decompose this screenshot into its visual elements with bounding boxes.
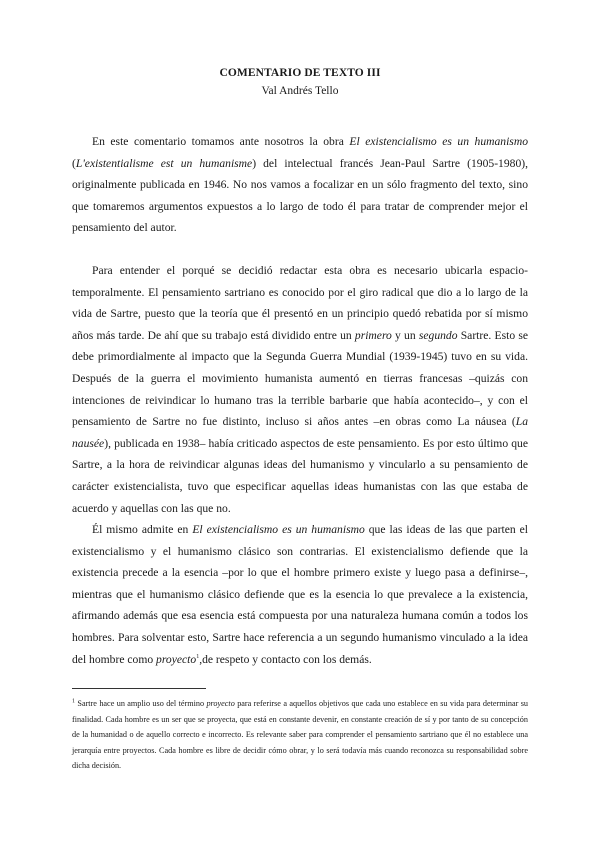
author-name: Val Andrés Tello	[261, 85, 339, 97]
term-primero: primero	[354, 328, 392, 342]
term-proyecto: proyecto	[156, 652, 197, 666]
paragraph-2: Para entender el porqué se decidió redactar esta obra es necesario ubicarla espacio-temporalmente. El pensamiento sartriano es conocido por el giro radical que dio a lo largo de la vida de Sartre, puesto que la teoría que él presentó en un principio quedó rebatida por sí mismo años más tarde. De ahí que su trabajo está dividido entre un primero y un segundo Sartre. Esto se debe primordialmente al impacto que la Segunda Guerra Mundial (1939-1945) tuvo en su vida. Después de la guerra el movimiento humanista aumentó en tierras francesas –quizás con intenciones de reivindicar lo humano tras la terrible barbarie que había acontecido–, y con el pensamiento de Sartre no fue distinto, incluso si años antes –en obras como La náusea (La nausée), publicada en 1938– había criticado aspectos de este pensamiento. Es por esto último que Sartre, a la hora de reivindicar algunas ideas del humanismo y vincularlo a su pensamiento de carácter existencialista, tuvo que especificar aquellas ideas humanistas con las que estaba de acuerdo y aquellas con las que no.	[72, 263, 528, 515]
paragraph-1: En este comentario tomamos ante nosotros la obra El existencialismo es un humanismo (L'existentialisme est un humanisme) del intelectual francés Jean-Paul Sartre (1905-1980), originalmente publicada en 1946. No nos vamos a focalizar en un sólo fragmento del texto, sino que tomaremos argumentos expuestos a lo largo de todo él para tratar de comprender mejor el pensamiento del autor.	[72, 135, 529, 235]
paragraph-3: Él mismo admite en El existencialismo es un humanismo que las ideas de las que parten el existencialismo y el humanismo clásico son contrarias. El existencialismo defiende que la existencia precede a la esencia –por lo que el hombre primero existe y luego pasa a definirse–, mientras que el humanismo clásico defiende que es la esencia lo que prevalece a la existencia, afirmando además que esa esencia está compuesta por una naturaleza humana común a todos los hombres. Para solventar esto, Sartre hace referencia a un segundo humanismo vinculado a la idea del hombre como proyecto$^1$,de respeto y contacto con los demás.	[72, 523, 528, 666]
work-title-nausee: La nausée	[72, 415, 528, 450]
work-title-spanish: El existencialismo es un humanismo	[349, 135, 528, 148]
document-title: COMENTARIO DE TEXTO III	[219, 67, 381, 79]
footnote-reference[interactable]: 1	[196, 653, 200, 660]
footnote-term: proyecto	[206, 699, 235, 708]
work-title-french: L'existentialisme est un humanisme	[75, 156, 253, 170]
work-title-spanish: El existencialismo es un humanismo	[192, 523, 365, 537]
document-body	[72, 131, 528, 670]
footnote-divider	[72, 688, 206, 689]
footnote-mark: 1	[72, 698, 75, 705]
footnote: $^1$ Sartre hace un amplio uso del término proyecto para referirse a aquellos objetivos que cada uno establece en su vida para determinar su finalidad. Cada hombre es un ser que se proyecta, que está en constante devenir, en constante creación de sí y por tanto de su concepción de la humanidad o de aquello correcto e incorrecto. Es relevante saber para comprender el pensamiento sartriano que él no establece una jerarquía entre proyectos. Cada hombre es libre de decidir cómo obrar, y lo será todavía más cuando reconozca su responsabilidad sobre dicha decisión.	[72, 698, 528, 771]
term-segundo: segundo	[418, 328, 458, 342]
